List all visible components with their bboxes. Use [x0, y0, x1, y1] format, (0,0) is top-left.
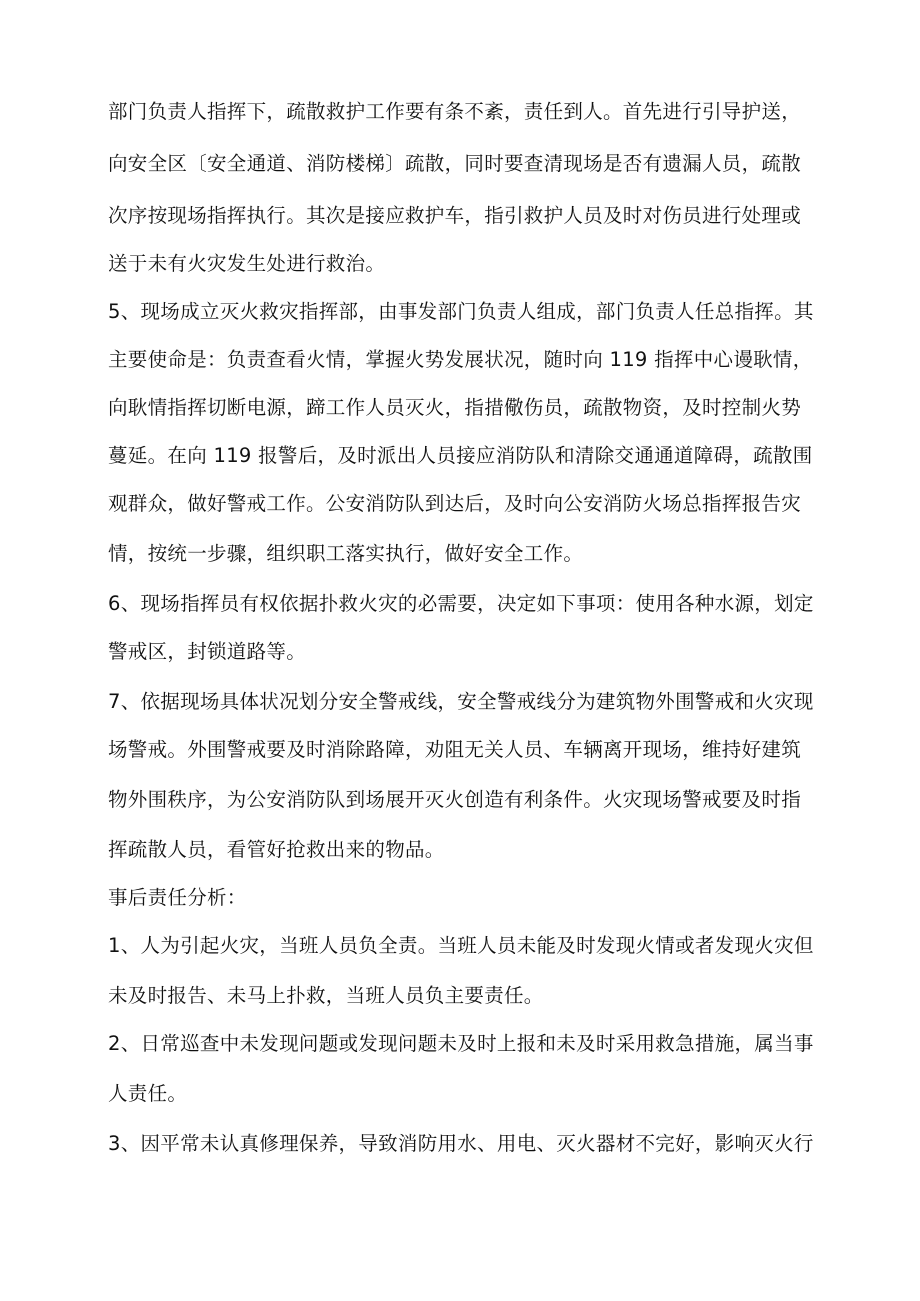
text-line: 次序按现场指挥执行。其次是接应救护车，指引救护人员及时对伤员进行处理或	[108, 204, 802, 227]
text-line: 送于未有火灾发生处进行救治。	[108, 252, 386, 275]
text-line: 情，按统一步骤，组织职工落实执行，做好安全工作。	[108, 542, 584, 565]
text-line: 观群众，做好警戒工作。公安消防队到达后，及时向公安消防火场总指挥报告灾	[108, 492, 802, 515]
text-line: 部门负责人指挥下，疏散救护工作要有条不紊，责任到人。首先进行引导护送，	[108, 100, 802, 123]
text-line: 1、人为引起火灾，当班人员负全责。当班人员未能及时发现火情或者发现火灾但	[108, 934, 814, 957]
text-line: 6、现场指挥员有权依据扑救火灾的必需要，决定如下事项：使用各种水源，划定	[108, 592, 814, 615]
text-line: 向安全区〔安全通道、消防楼梯〕疏散，同时要查清现场是否有遗漏人员，疏散	[108, 152, 802, 175]
section-heading: 事后责任分析：	[108, 886, 247, 909]
text-line: 警戒区，封锁道路等。	[108, 640, 307, 663]
text-line: 挥疏散人员，看管好抢救出来的物品。	[108, 838, 445, 861]
text-line: 7、依据现场具体状况划分安全警戒线，安全警戒线分为建筑物外围警戒和火灾现	[108, 690, 814, 713]
text-line: 蔓延。在向 119 报警后，及时派出人员接应消防队和清除交通通道障碍，疏散围	[108, 444, 813, 467]
text-line: 3、因平常未认真修理保养，导致消防用水、用电、灭火器材不完好，影响灭火行	[108, 1132, 814, 1155]
text-line: 主要使命是：负责查看火情，掌握火势发展状况，随时向 119 指挥中心谩耿情，	[108, 348, 813, 371]
text-line: 场警戒。外围警戒要及时消除路障，劝阻无关人员、车辆离开现场，维持好建筑	[108, 738, 802, 761]
text-line: 向耿情指挥切断电源，蹄工作人员灭火，指措儆伤员，疏散物资，及时控制火势	[108, 396, 802, 419]
text-line: 2、日常巡查中未发现问题或发现问题未及时上报和未及时采用救急措施，属当事	[108, 1032, 814, 1055]
text-line: 物外围秩序，为公安消防队到场展开灭火创造有利条件。火灾现场警戒要及时指	[108, 788, 802, 811]
text-line: 5、现场成立灭火救灾指挥部，由事发部门负责人组成，部门负责人任总指挥。其	[108, 300, 814, 323]
text-line: 人责任。	[108, 1082, 188, 1105]
text-line: 未及时报告、未马上扑救，当班人员负主要责任。	[108, 984, 544, 1007]
